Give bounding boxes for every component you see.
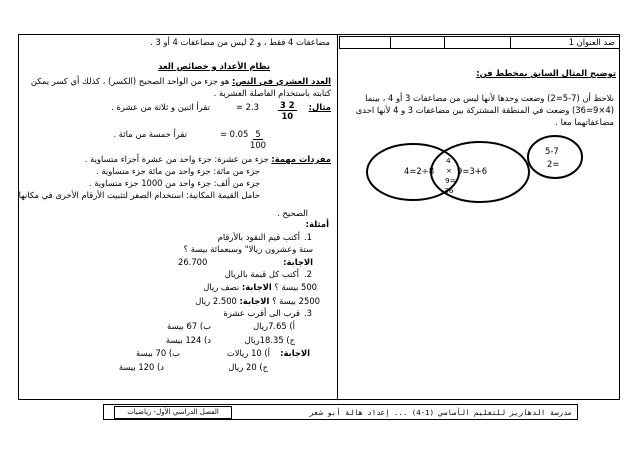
q2-text: أكتب كل قيمة بالريال [224,269,299,279]
q2-line-b [195,296,320,307]
school-label: مدرسة الدهاريز للتعليم الأساسي (1-4) ... إعداد هالة أبو شعر [309,408,572,417]
decimal-def-1: هو جزء من الواحد الصحيح (الكسر) ، كذلك أي كسر يمكن [30,76,233,86]
vocab-line-1 [85,154,331,165]
title-cell-1: ضد العنوان 1 [510,36,620,49]
decimal-def-line-1 [31,76,331,87]
q2-a: 500 بيسة ؟ [274,282,317,292]
venn-center-3: 9= [445,176,456,185]
venn-small-bottom: 2= [547,159,560,169]
q3-answer-a: أ) 10 ريالات [226,348,270,358]
venn-left-text: 4=2÷8 [404,166,435,176]
title-cell-3 [390,36,445,49]
section-title: نظام الأعداد و خصائص العد [158,61,270,71]
example-2-denominator: 100 [250,140,266,150]
venn-center-2: × [446,166,453,175]
example-1-value: = 2.3 [236,102,259,112]
venn-circle-small [528,136,582,178]
venn-right-text: 9=3+6 [457,166,488,176]
vocab-2: جزء من مائة: جزء واحد من مائة جزء متساوية . [96,166,260,176]
example-2-value: = 0.05 [220,129,249,139]
example-1-denominator: 10 [281,111,294,121]
venn-para-line-1: نلاحظ أن (7-5=2) وضعت وحدها لأنها ليس من مضاعفات 3 أو 4 ، بينما [365,93,614,103]
q3-item-a: أ) 7.65ريال [253,321,295,331]
q3-answer-d: د) 120 بيسة [118,362,164,372]
venn-center-4: 36 [444,186,454,195]
q2-b-answer-label: الاجابة: [239,296,270,306]
q3-text: قرب الى أقرب عشرة [223,308,300,318]
q2-b: 2500 بيسة ؟ [272,296,320,306]
examples-label: أمثلة: [305,219,329,229]
vocab-1: جزء من عشرة: جزء واحد من عشرة أجزاء متساوية . [84,154,272,164]
q3-answer-b: ب) 70 بيسة [136,348,180,358]
example-2-fraction [250,129,266,150]
q3-answer-c: ج) 20 ريال [228,362,268,372]
q2-a-answer: نصف ريال [203,282,242,292]
venn-para-line-3: مضاعفاتهما معا . [555,117,614,127]
q2-a-answer-label: الاجابة: [241,282,272,292]
example-1-numerator: 3 2 [280,100,295,110]
vocab-5: الصحيح . [277,208,308,218]
q1-answer-label: الاجابة: [283,257,313,267]
q2-b-answer: 2.500 ريال [195,296,240,306]
example-1-fraction [278,100,297,121]
title-cell-2 [444,36,511,49]
example-label: مثال: [308,102,331,112]
title-cell-4 [339,36,391,49]
q3-answer-label: الاجابة: [280,348,310,358]
venn-small-top: 5-7 [545,146,559,156]
q1-answer: 26.700 [178,257,208,267]
column-divider [337,34,338,400]
example-2-text: تقرأ خمسة من مائة . [113,129,187,139]
vocab-3: جزء من ألف: جزء واحد من 1000 جزء متساوية . [88,178,260,188]
q1-sub: ستة وعشرون ريالا" وسبعمائة بيسة ؟ [183,244,313,254]
q2-number: .2 [304,269,312,279]
venn-para-line-2: (4×9=36) وضعت في المنطقة المشتركة بين مضاعفات 3 و 4 لأنها احدى [355,105,614,115]
decimal-label: العدد العشري في النص: [232,76,331,86]
q2-line-a [203,282,317,293]
venn-center-1: 4 [446,156,451,165]
vocab-label: مفردات مهمة: [271,154,331,164]
q3-item-b: ب) 67 بيسة [167,321,211,331]
example-2-numerator: 5 [255,129,261,139]
decimal-def-2: كتابته باستخدام الفاصلة العشرية . [213,88,331,98]
q1-text: أكتب قيم النقود بالأرقام [217,232,300,242]
venn-diagram [340,130,620,230]
q3-number: .3 [304,308,312,318]
q3-item-d: د) 124 بيسة [165,335,211,345]
vocab-4: حامل القيمة المكانية: استخدام الصفر لتثبيت الأرقام الأخرى في مكانها [18,190,260,200]
top-line: مضاعفات 4 فقط ، و 2 ليس من مضاعفات 4 أو 3 . [150,37,330,47]
venn-section-title: توضيح المثال السابق بمخطط فن: [476,68,616,78]
example-1-text: تقرأ اثنين و ثلاثة من عشرة . [111,102,210,112]
q1-number: .1 [304,232,312,242]
semester-label: الفصل الدراسي الأول- رياضيات [114,406,232,419]
q3-item-c: ج) 18.35ريال [244,335,295,345]
